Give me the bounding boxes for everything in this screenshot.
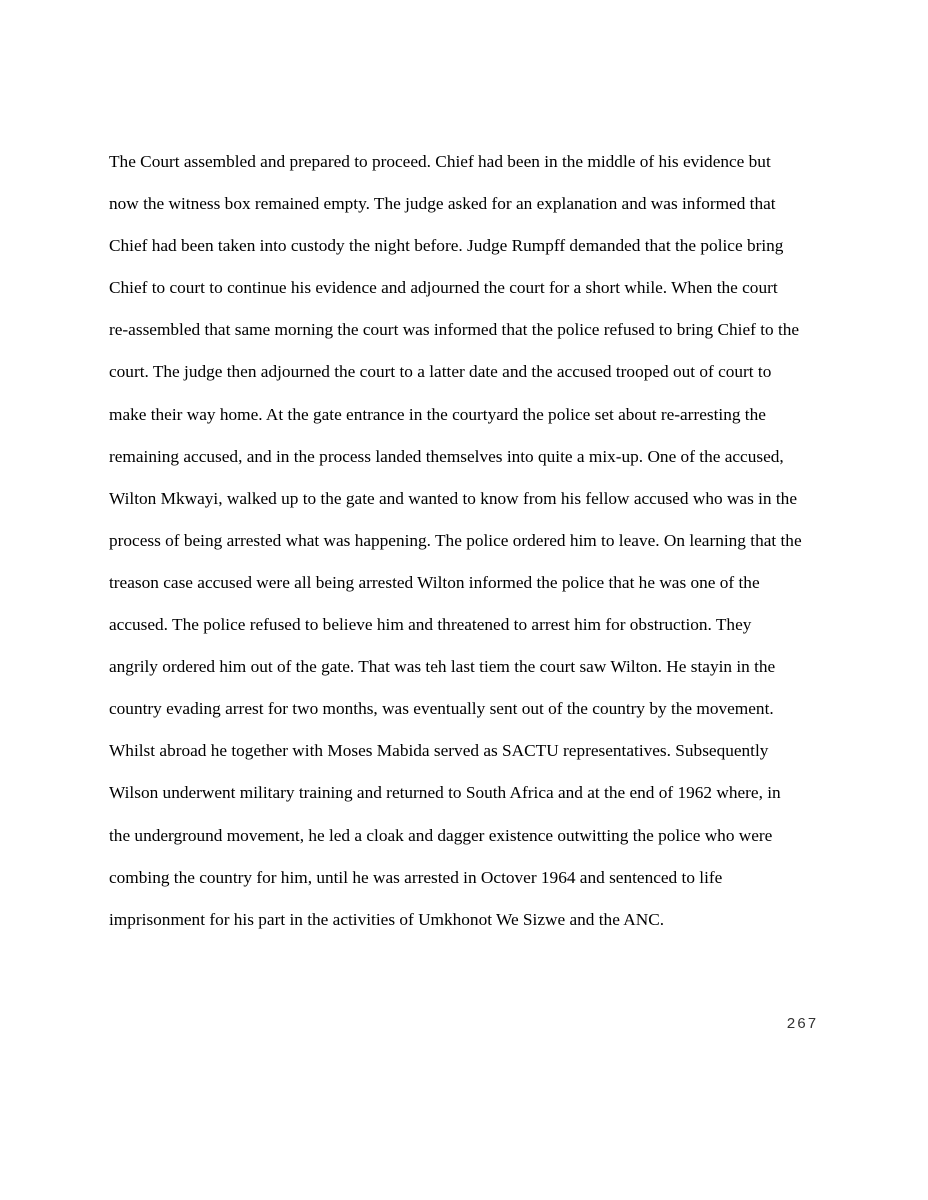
text-line: treason case accused were all being arrested Wilton informed the police that he was one of the bbox=[109, 572, 760, 592]
text-line: process of being arrested what was happening. The police ordered him to leave. On learning that the bbox=[109, 530, 802, 550]
text-line: angrily ordered him out of the gate. That was teh last tiem the court saw Wilton. He stayin in the bbox=[109, 657, 776, 677]
text-line: the underground movement, he led a cloak and dagger existence outwitting the police who were bbox=[109, 825, 773, 845]
text-line: Chief had been taken into custody the night before. Judge Rumpff demanded that the police bring bbox=[109, 236, 784, 256]
text-line: Whilst abroad he together with Moses Mabida served as SACTU representatives. Subsequently bbox=[109, 741, 769, 761]
text-line: The Court assembled and prepared to proceed. Chief had been in the middle of his evidence but bbox=[109, 152, 771, 171]
text-line: Chief to court to continue his evidence and adjourned the court for a short while. When the court bbox=[109, 278, 778, 298]
page-number: 267 bbox=[786, 1016, 818, 1033]
body-paragraph bbox=[109, 147, 829, 947]
text-line: Wilton Mkwayi, walked up to the gate and wanted to know from his fellow accused who was in the bbox=[109, 488, 797, 508]
text-line: re-assembled that same morning the court was informed that the police refused to bring Chief to the bbox=[109, 320, 800, 340]
text-line: make their way home. At the gate entrance in the courtyard the police set about re-arresting the bbox=[109, 404, 766, 424]
text-line: court. The judge then adjourned the court to a latter date and the accused trooped out of court to bbox=[109, 362, 772, 382]
text-line: Wilson underwent military training and returned to South Africa and at the end of 1962 where, in bbox=[109, 783, 781, 803]
text-line: combing the country for him, until he was arrested in Octover 1964 and sentenced to life bbox=[109, 867, 723, 887]
text-line: imprisonment for his part in the activities of Umkhonot We Sizwe and the ANC. bbox=[109, 909, 665, 929]
text-line: country evading arrest for two months, was eventually sent out of the country by the movement. bbox=[109, 699, 774, 719]
text-line: remaining accused, and in the process landed themselves into quite a mix-up. One of the accused, bbox=[109, 446, 784, 466]
text-line: accused. The police refused to believe him and threatened to arrest him for obstruction. They bbox=[109, 615, 752, 635]
text-line: now the witness box remained empty. The judge asked for an explanation and was informed that bbox=[109, 194, 776, 214]
